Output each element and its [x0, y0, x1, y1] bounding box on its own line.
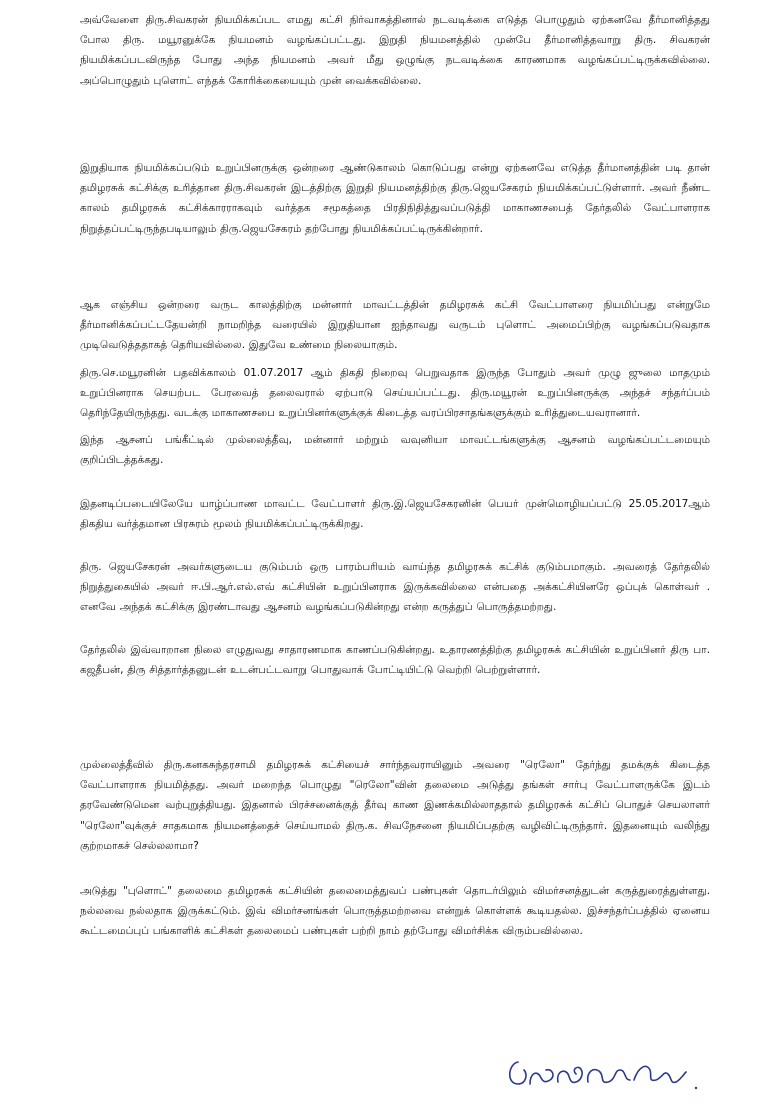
signature-icon	[500, 1040, 720, 1100]
paragraph: இதனடிப்படையிலேயே யாழ்ப்பாண மாவட்ட வேட்பாளர் திரு.இ.ஜெயசேகரனின் பெயர் முன்மொழியப்பட்டு 25.05.2017ஆம் திகதிய வர்த்தமான பிரசுரம் மூலம் நியமிக்கப்பட்டிருக்கிறது.	[80, 498, 710, 531]
paragraph: இந்த ஆசனப் பங்கீட்டில் முல்லைத்தீவு, மன்னார் மற்றும் வவுனியா மாவட்டங்களுக்கு ஆசனம் வழங்கப்பட்டமையும் குறிப்பிடத்தக்கது.	[80, 434, 710, 467]
paragraph: இறுதியாக நியமிக்கப்படும் உறுப்பினருக்கு ஒன்றரை ஆண்டுகாலம் கொடுப்பது என்று ஏற்கனவே எடுத்த தீர்மானத்தின் படி தான் தமிழரசுக் கட்சிக்கு உரித்தான திரு.சிவகரன் இடத்திற்கு இறுதி நியமனத்திற்கு திரு.ஜெயசேகரம் நியமிக்கப்பட்டுள்ளார். அவர் நீண்ட காலம் தமிழரசுக் கட்சிக்காரராகவும் வர்த்தக சமூகத்தை பிரதிநிதித்துவப்படுத்தி மாகாணசபைத் தேர்தலில் வேட்பாளராக நிறுத்தப்பட்டிருந்தபடியாலும் திரு.ஜெயசேகரம் தற்போது நியமிக்கப்பட்டிருக்கின்றார்.	[80, 162, 710, 235]
handwritten-signature	[500, 1040, 720, 1100]
paragraph: அவ்வேளை திரு.சிவகரன் நியமிக்கப்பட எமது கட்சி நிர்வாகத்தினால் நடவடிக்கை எடுத்த பொழுதும் ஏற்கனவே தீர்மானித்தது போல திரு. மயூரனுக்கே நியமனம் வழங்கப்பட்டது. இறுதி நியமனத்தில் முன்பே தீர்மானித்தவாறு திரு. சிவகரன் நியமிக்கப்படவிருந்த போது அந்த நியமனம் அவர் மீது ஒழுங்கு நடவடிக்கை காரணமாக வழங்கப்பட்டிருக்கவில்லை. அப்பொழுதும் புளொட் எந்தக் கோரிக்கையையும் முன் வைக்கவில்லை.	[80, 14, 710, 87]
paragraph: முல்லைத்தீவில் திரு.கனகசுந்தரசாமி தமிழரசுக் கட்சியைச் சார்ந்தவராயினும் அவரை "ரெலோ" தேர்ந்து தமக்குக் கிடைத்த வேட்பாளராக நியமித்தது. அவர் மறைந்த பொழுது "ரெலோ"வின் தலைமை அடுத்து தங்கள் சார்பு வேட்பாளருக்கே இடம் தரவேண்டுமென வற்புறுத்தியது. இதனால் பிரச்சனைக்குத் தீர்வு காண இணக்கமில்லாததால் தமிழரசுக் கட்சிப் பொதுச் செயலாளர் "ரெலோ"வுக்குச் சாதகமாக நியமனத்தைச் செய்யாமல் திரு.க. சிவநேசனை நியமிப்பதற்கு வழிவிட்டிருந்தார். இதனையும் வலிந்து குற்றமாகச் செல்லலாமா?	[80, 759, 710, 852]
paragraph: அடுத்து "புளொட்" தலைமை தமிழரசுக் கட்சியின் தலைமைத்துவப் பண்புகள் தொடர்பிலும் விமர்சனத்துடன் கருத்துரைத்துள்ளது. நல்லவை நல்லதாக இருக்கட்டும். இவ் விமர்சனங்கள் பொருத்தமற்றவை என்றுக் கொள்ளக் கூடியதல்ல. இச்சந்தர்ப்பத்தில் ஏனைய கூட்டமைப்புப் பங்காளிக் கட்சிகள் தலைமைப் பண்புகள் பற்றி நாம் தற்போது விமர்சிக்க விரும்பவில்லை.	[80, 885, 710, 938]
document-page	[80, 0, 710, 1110]
paragraph: திரு. ஜெயசேகரன் அவர்களுடைய குடும்பம் ஒரு பாரம்பரியம் வாய்ந்த தமிழரசுக் கட்சிக் குடும்பமாகும். அவரைத் தேர்தலில் நிறுத்துகையில் அவர் ஈ.பி.ஆர்.எல்.எவ் கட்சியின் உறுப்பினராக இருக்கவில்லை என்பதை அக்கட்சியினரே ஒப்புக் கொள்வர் . எனவே அந்தக் கட்சிக்கு இரண்டாவது ஆசனம் வழங்கப்படுகின்றது என்ற கருத்துப் பொருத்தமற்றது.	[80, 561, 710, 614]
paragraph: ஆக எஞ்சிய ஒன்றரை வருட காலத்திற்கு மன்னார் மாவட்டத்தின் தமிழரசுக் கட்சி வேட்பாளரை நியமிப்பது என்றுமே தீர்மானிக்கப்பட்டதேயன்றி நாமறிந்த வரையில் இறுதியான ஐந்தாவது வருடம் புளொட் அமைப்பிற்கு வழங்கப்படுவதாக முடிவெடுத்ததாகத் தெரியவில்லை. இதுவே உண்மை நிலையாகும்.	[80, 299, 710, 352]
paragraph: திரு.செ.மயூரனின் பதவிக்காலம் 01.07.2017 ஆம் திகதி நிறைவு பெறுவதாக இருந்த போதும் அவர் முழு ஜுலை மாதமும் உறுப்பினராக செயற்பட பேரவைத் தலைவரால் ஏற்பாடு செய்யப்பட்டது. திரு.மயூரன் உறுப்பினருக்கு அந்தச் சந்தர்ப்பம் தெரிந்தேயிருந்தது. வடக்கு மாகாணசபை உறுப்பினர்களுக்குக் கிடைத்த வரப்பிரசாதங்களுக்கும் உரித்துடையவரானார்.	[80, 367, 710, 420]
paragraph: தேர்தலில் இவ்வாறான நிலை எழுதுவது சாதாரணமாக காணப்படுகின்றது. உதாரணத்திற்கு தமிழரசுக் கட்சியின் உறுப்பினர் திரு பா. கஜதீபன், திரு சித்தார்த்தனுடன் உடன்பட்டவாறு பொதுவாக் போட்டியிட்டு வெற்றி பெற்றுள்ளார்.	[80, 644, 710, 677]
